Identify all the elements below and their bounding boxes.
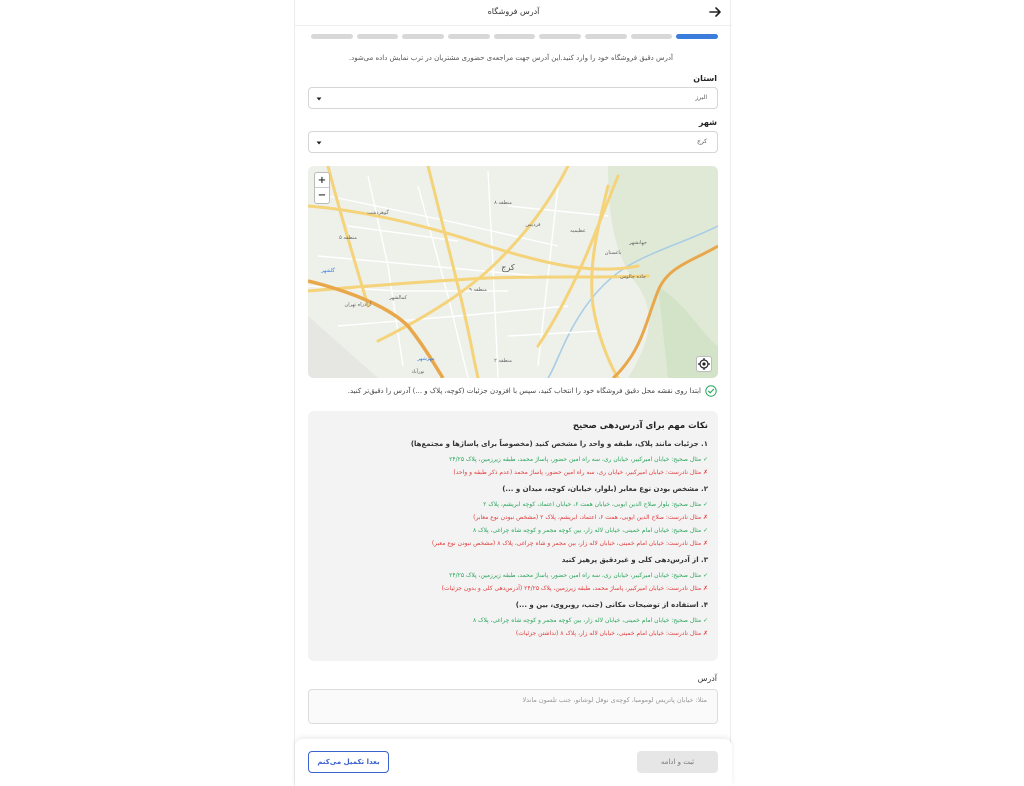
map-label-chalus-road: جاده چالوس [620,274,646,280]
chevron-down-icon [316,140,322,146]
address-label: آدرس [697,674,717,683]
tip-item [316,556,708,595]
progress-step [631,34,673,39]
map-canvas[interactable] [308,166,718,378]
province-value: البرز [695,94,707,101]
map-hint-text: ابتدا روی نقشه محل دقیق فروشگاه خود را انتخاب کنید، سپس با افزودن جزئیات (کوچه، پلاک و ...) آدرس را دقیق‌تر کنید. [347,387,701,395]
city-label: شهر [698,118,717,127]
tip-title: ۲. مشخص بودن نوع معابر (بلوار، خیابان، کوچه، میدان و ...) [502,485,708,493]
progress-step [539,34,581,39]
correct-example: ✓ مثال صحیح: خیابان امیرکبیر، خیابان ری، سه راه امین حضور، پاساژ محمد، طبقه زیرزمین، پلاک ۲۴/۲۵ [449,572,708,579]
correct-example: ✓ مثال صحیح: خیابان امام خمینی، خیابان لاله زار، بین کوچه مجمر و کوچه شاه چراغی، پلاک ۸ [472,617,708,624]
progress-step [448,34,490,39]
footer-bar [295,739,732,786]
correct-example: ✓ مثال صحیح: خیابان امیرکبیر، خیابان ری، سه راه امین حضور، پاساژ محمد، طبقه زیرزمین، پلاک ۲۴/۲۵ [449,456,708,463]
intro-text: آدرس دقیق فروشگاه خود را وارد کنید.این آدرس جهت مراجعه‌ی حضوری مشتریان در ترب نمایش داده می‌شود. [348,54,673,62]
tips-list [316,440,708,640]
progress-step [357,34,399,39]
map-label-district8: منطقه ۸ [494,200,512,206]
correct-example: ✓ مثال صحیح: خیابان امام خمینی، خیابان لاله زار، بین کوچه مجمر و کوچه شاه چراغی، پلاک ۸ [472,527,708,534]
incorrect-example: ✗ مثال نادرست: صلاح الدین ایوبی، همت ۶، اعتماد، ابریشم، پلاک ۲ (مشخص نبودن نوع معابر) [473,514,708,521]
incorrect-example: ✗ مثال نادرست: خیابان امام خمینی، خیابان لاله زار، پلاک ۸ (نداشتن جزئیات) [515,630,708,637]
map-hint [348,385,717,397]
map-label-mehrshahr: مهرشهر [417,356,435,362]
chevron-down-icon [316,96,322,102]
progress-step [676,34,718,39]
tip-item [316,440,708,479]
map-label-gohardasht: گوهردشت [367,210,389,216]
address-input[interactable] [309,690,717,723]
complete-later-button[interactable]: بعدا تکمیل می‌کنم [308,751,389,773]
tip-title: ۴. استفاده از توضیحات مکانی (جنب، روبروی، بین و ...) [515,601,708,609]
check-circle-icon [705,385,717,397]
submit-continue-button[interactable]: ثبت و ادامه [637,751,718,773]
map-label-azimiyeh: عظیمیه [570,228,586,234]
incorrect-example: ✗ مثال نادرست: خیابان امیرکبیر، پاساژ محمد، طبقه زیرزمین، پلاک ۲۴/۲۵ (آدرس‌دهی کلی و بدون جزئیات) [441,585,708,592]
progress-step [585,34,627,39]
address-field[interactable] [308,689,718,724]
correct-example: ✓ مثال صحیح: بلوار صلاح الدین ایوبی، خیابان همت ۶، خیابان اعتماد، کوچه ابریشم، پلاک ۲ [483,501,708,508]
city-select[interactable] [308,131,718,153]
map-label-baghestan: باغستان [604,250,622,256]
tip-title: ۳. از آدرس‌دهی کلی و غیردقیق پرهیز کنید [561,556,708,564]
location-map[interactable] [308,166,718,378]
map-label-kamalshahr: کمالشهر [389,295,407,301]
province-label: استان [693,74,717,83]
map-label-district2: منطقه ۲ [494,358,512,364]
locate-me-button[interactable] [696,356,712,372]
map-label-golshahr: گلشهر [321,268,335,274]
page-title: آدرس فروشگاه [487,7,540,16]
tip-title: ۱. جزئیات مانند پلاک، طبقه و واحد را مشخص کنید (مخصوصاً برای پاساژها و مجتمع‌ها) [410,440,708,448]
header [295,0,732,26]
progress-step [494,34,536,39]
incorrect-example: ✗ مثال نادرست: خیابان امیرکبیر، خیابان ری، سه راه امین حضور، پاساژ محمد (عدم ذکر طبقه و واحد) [453,469,708,476]
map-label-fardis: فردیس [525,222,541,228]
map-label-karaj: کرج [501,263,515,272]
map-label-freeway: آزادراه تهران [344,302,372,308]
arrow-right-icon[interactable] [708,5,722,19]
progress-stepper [311,34,718,39]
map-zoom-control [314,172,330,204]
zoom-in-button[interactable]: + [315,173,329,188]
progress-step [311,34,353,39]
tip-item [316,485,708,550]
map-label-district5: منطقه ۵ [339,235,357,241]
page-frame [294,0,731,786]
address-tips-box [308,411,718,661]
tip-item [316,601,708,640]
map-label-jahanshahr: جهانشهر [629,240,647,246]
map-label-district9: منطقه ۹ [469,287,487,293]
crosshair-icon [697,357,711,371]
map-label-nourabad: نورآباد [411,369,425,375]
progress-step [402,34,444,39]
tips-title: نکات مهم برای آدرس‌دهی صحیح [572,421,708,431]
province-select[interactable] [308,87,718,109]
city-value: کرج [696,138,707,145]
zoom-out-button[interactable]: − [317,190,327,201]
incorrect-example: ✗ مثال نادرست: خیابان امام خمینی، خیابان لاله زار، بین مجمر و شاه چراغی، پلاک ۸ (مشخص نبودن نوع معبر) [431,540,708,547]
